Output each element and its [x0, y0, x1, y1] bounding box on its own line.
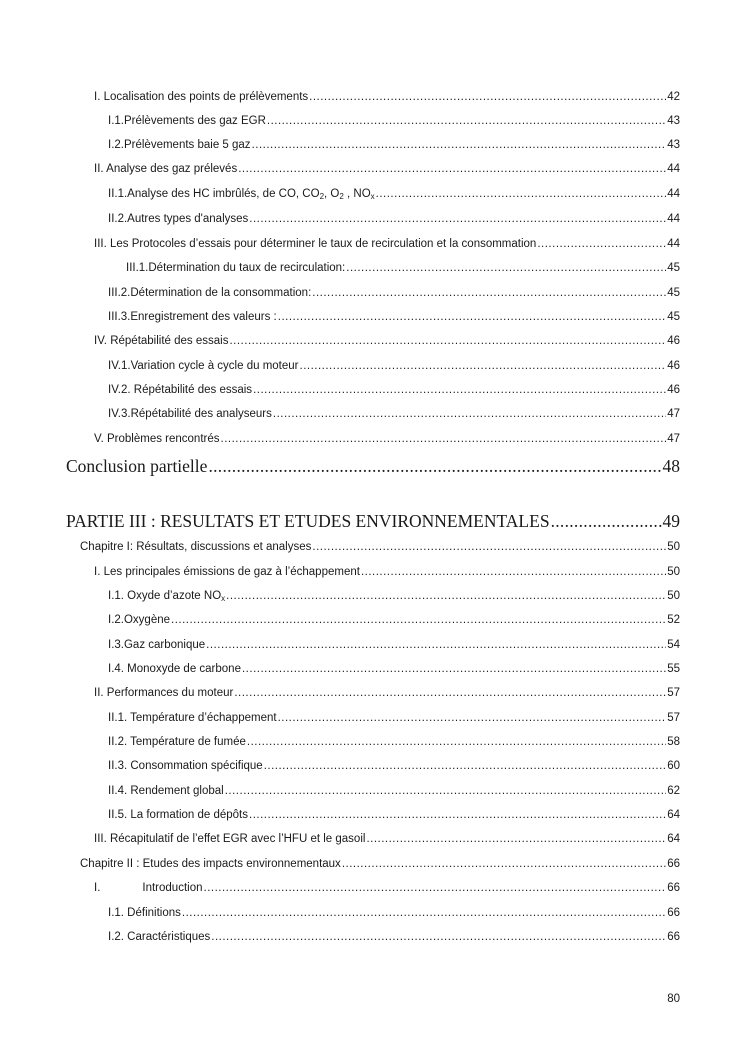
- leader-dots: [376, 186, 667, 202]
- leader-dots: [204, 880, 667, 896]
- toc-entry[interactable]: II.1.Analyse des HC imbrûlés, de CO, $CO_2$, $O_2$ , $NO_x$ ..... 44: [108, 186, 680, 202]
- leader-dots: [361, 564, 666, 580]
- toc-entry[interactable]: III.1.Détermination du taux de recirculation: ..... 45: [126, 260, 680, 276]
- toc-entry-title: II.1.Analyse des HC imbrûlés, de CO, $CO_2$, $O_2$ , $NO_x$: [108, 188, 375, 201]
- leader-dots: [171, 612, 666, 628]
- page-number: 80: [667, 993, 680, 1005]
- toc-entry[interactable]: I. Les principales émissions de gaz à l’échappement ..... 50: [94, 564, 680, 580]
- toc-entry[interactable]: IV. Répétabilité des essais ..... 46: [94, 333, 680, 349]
- toc-entry-part[interactable]: PARTIE III : RESULTATS ET ETUDES ENVIRONNEMENTALES ..... 49: [66, 510, 680, 532]
- toc-entry[interactable]: II. Performances du moteur ..... 57: [94, 685, 680, 701]
- leader-dots: [300, 358, 667, 374]
- toc-entry-conclusion[interactable]: Conclusion partielle ..... 48: [66, 455, 680, 477]
- toc-entry[interactable]: II.2. Température de fumée ..... 58: [108, 734, 680, 750]
- toc-entry[interactable]: I.1. Définitions ..... 66: [108, 905, 680, 921]
- toc-entry[interactable]: III.3.Enregistrement des valeurs : ..... 45: [108, 309, 680, 325]
- toc-entry[interactable]: I.2. Caractéristiques ..... 66: [108, 929, 680, 945]
- leader-dots: [346, 260, 666, 276]
- leader-dots: [252, 137, 667, 153]
- leader-dots: [253, 382, 666, 398]
- leader-dots: [249, 807, 666, 823]
- leader-dots: [229, 333, 666, 349]
- leader-dots: [226, 588, 666, 604]
- toc-entry[interactable]: I.3.Gaz carbonique ..... 54: [108, 637, 680, 653]
- leader-dots: [249, 211, 666, 227]
- toc-entry[interactable]: IV.1.Variation cycle à cycle du moteur ..... 46: [108, 358, 680, 374]
- toc-entry-title: I.1. Oxyde d’azote $NO_x$: [108, 590, 226, 603]
- toc-entry[interactable]: I.1. Oxyde d’azote $NO_x$ ..... 50: [108, 588, 680, 604]
- leader-dots: [208, 455, 661, 477]
- leader-dots: [211, 929, 666, 945]
- leader-dots: [238, 161, 666, 177]
- leader-dots: [551, 510, 662, 532]
- leader-dots: [312, 285, 666, 301]
- toc-entry-chapter[interactable]: Chapitre II : Etudes des impacts environnementaux ..... 66: [80, 856, 680, 872]
- toc-entry[interactable]: II.4. Rendement global ..... 62: [108, 783, 680, 799]
- leader-dots: [221, 431, 667, 447]
- toc-entry-title: I. Introduction: [94, 882, 203, 894]
- leader-dots: [225, 783, 666, 799]
- toc-entry[interactable]: V. Problèmes rencontrés ..... 47: [94, 431, 680, 447]
- toc-entry[interactable]: I. Introduction ..... 66: [94, 880, 680, 896]
- leader-dots: [264, 758, 667, 774]
- toc-entry[interactable]: II.1. Température d’échappement ..... 57: [108, 710, 680, 726]
- toc-entry[interactable]: IV.2. Répétabilité des essais ..... 46: [108, 382, 680, 398]
- leader-dots: [342, 856, 666, 872]
- toc-entry[interactable]: IV.3.Répétabilité des analyseurs ..... 47: [108, 406, 680, 422]
- leader-dots: [312, 539, 666, 555]
- leader-dots: [278, 710, 667, 726]
- leader-dots: [537, 236, 666, 252]
- toc-entry[interactable]: III.2.Détermination de la consommation: ..... 45: [108, 285, 680, 301]
- toc-entry[interactable]: II.5. La formation de dépôts ..... 64: [108, 807, 680, 823]
- toc-entry[interactable]: III. Les Protocoles d’essais pour déterminer le taux de recirculation et la consommation ..... 44: [94, 236, 680, 252]
- leader-dots: [242, 661, 666, 677]
- leader-dots: [206, 637, 666, 653]
- leader-dots: [366, 831, 666, 847]
- toc-entry[interactable]: I.2.Oxygène ..... 52: [108, 612, 680, 628]
- toc-entry[interactable]: II. Analyse des gaz prélevés ..... 44: [94, 161, 680, 177]
- leader-dots: [234, 685, 666, 701]
- leader-dots: [278, 309, 666, 325]
- toc-entry[interactable]: I. Localisation des points de prélèvements ..... 42: [94, 89, 680, 105]
- toc-entry[interactable]: II.3. Consommation spécifique ..... 60: [108, 758, 680, 774]
- toc-entry[interactable]: III. Récapitulatif de l’effet EGR avec l’HFU et le gasoil ..... 64: [94, 831, 680, 847]
- leader-dots: [267, 113, 666, 129]
- leader-dots: [273, 406, 666, 422]
- toc-entry[interactable]: I.1.Prélèvements des gaz EGR ..... 43: [108, 113, 680, 129]
- leader-dots: [309, 89, 666, 105]
- leader-dots: [247, 734, 666, 750]
- toc-entry-chapter[interactable]: Chapitre I: Résultats, discussions et analyses ..... 50: [80, 539, 680, 555]
- toc-entry[interactable]: I.2.Prélèvements baie 5 gaz ..... 43: [108, 137, 680, 153]
- toc-entry[interactable]: I.4. Monoxyde de carbone ..... 55: [108, 661, 680, 677]
- leader-dots: [182, 905, 666, 921]
- toc-entry[interactable]: II.2.Autres types d'analyses ..... 44: [108, 211, 680, 227]
